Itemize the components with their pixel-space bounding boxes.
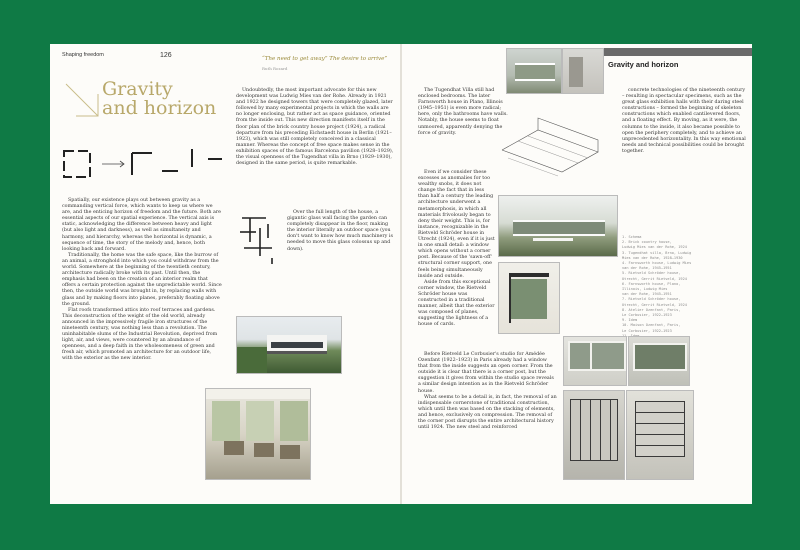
running-head: Shaping freedom <box>62 52 104 58</box>
tugendhat-villa-photo <box>236 316 342 374</box>
axonometric-sketch <box>498 110 602 180</box>
left-column-2b-text <box>287 210 397 300</box>
paragraph: Flat roofs transformed attics into roof terraces and gardens. This deconstruction of the weight of the old world, already announced in the impressively fragile iron structures of the nineteenth century, was nothing less than a revolution. The uninhabitable slums of the Industrial Revolution, deprived from light, air, and views, were countered by an abundance of openness, and a deep faith in the wholesomeness of green and fresh air, which promoted an architecture for an outdoor life, with the exterior as the new interior. <box>62 307 218 362</box>
title-arrow-icon <box>62 80 102 120</box>
caption-line: 7. Rietveld Schröder house, <box>622 297 681 302</box>
ozenfant-studio-photo <box>563 336 627 386</box>
paragraph: Even if we consider these excesses as anomalies for too wealthy snobs, it does not change the fact that in less than half a century the leading architecture underwent a metamorphosis, in which all materials frivolously began to deny their weight. This is, for instance, recognizable in the Rietveld Schröder house in Utrecht (1924), even if it is just in one small detail: a window which opens without a corner post. Because of the 'sawn-off' structural corner support, one feels being simultaneously inside and outside. <box>418 170 495 279</box>
caption-line: Illinois, Ludwig Mies <box>622 287 668 292</box>
right-column-2-text <box>622 88 748 228</box>
caption-line: 9. Idem <box>622 318 638 323</box>
caption-line: 6. Farnsworth house, Plano, <box>622 281 681 286</box>
paragraph: What seems to be a detail is, in fact, the removal of an indispensable cornerstone of traditional construction, which until then was based on the stacking of elements, and hence, exclusively on compression. The removal of the corner post disrupts the entire architectural history until 1924. The new steel and reinforced <box>418 394 557 431</box>
caption-line: 1. Schema <box>622 235 642 239</box>
caption-line: van der Rohe, 1945–1951 <box>622 292 672 297</box>
caption-line: Utrecht, Gerrit Rietveld, 1924 <box>622 276 687 281</box>
title-line-2: and horizon <box>102 97 217 119</box>
caption-line: 2. Brick country house, <box>622 240 672 245</box>
caption-line: Ludwig Mies van der Rohe, 1924 <box>622 245 687 250</box>
left-column-2-text <box>236 88 396 208</box>
caption-line: 4. Farnsworth house, Ludwig Mies <box>622 261 692 266</box>
floor-plan-sketch <box>236 212 282 267</box>
rietveld-corner-window-photo <box>498 262 560 334</box>
paragraph: Spatially, our existence plays out between gravity as a commanding vertical force, which wants to keep us where we are, and the enticing horizon of freedom and the future. Both are essential aspects of our spatial experience. The vertical axis is static, acknowledging the difference between heavy and light (but also light and darkness), as well as simultaneity and harmony, and hierarchy, whereas the horizontal is dynamic, a sequence of time, the story of the melody and, hence, both looking back and forward. <box>62 198 221 252</box>
paragraph: Traditionally, the home was the safe space, like the burrow of an animal, a stronghold into which you could withdraw from the world. Somewhere at the beginning of the twentieth century, architecture radically broke with its past. Until then, the emphasis had been on the creation of an interior realm that offers a certain protection against the unpredictable world. Since then, the outside world was brought in, by replacing walls with glass and by making floors into planes, preferably floating above the ground. <box>62 252 222 307</box>
right-column-1-lower <box>418 352 558 482</box>
paragraph: Undoubtedly, the most important advocate for this new development was Ludwig Mies van der Rohe. Already in 1921 and 1922 he designed towers that were completely glazed, later followed by many experimental projects in which the walls are no longer enclosing, but rather act as space guidance, oriented from the inside out. This new direction manifests itself in the floor plan of the brick country house project (1924), a radical departure from his preceding Eichstaedt house in Berlin (1921–1923), which was still completely conceived in a classical manner. Whereas the concept of free space makes sense in the exhibition spaces of the famous Barcelona pavilion (1928–1929), the visual openness of the Tugendhat villa in Brno (1929–1930), designed in the same period, is quite remarkable. <box>236 88 394 167</box>
caption-line: 3. Tugendhat villa, Brno, Ludwig <box>622 250 692 255</box>
maison-ozenfant-interior-photo <box>626 390 694 480</box>
caption-line: Le Corbusier, 1922–1923 <box>622 328 672 333</box>
caption-line: van der Rohe, 1945–1951 <box>622 266 672 271</box>
page-number: 126 <box>160 52 172 59</box>
title-line-1: Gravity <box>102 78 173 100</box>
caption-line: Le Corbusier, 1922–1923 <box>622 313 672 318</box>
page-title <box>102 80 216 118</box>
ozenfant-window-photo <box>628 336 690 386</box>
interior-detail-photo <box>562 48 604 94</box>
paragraph: The Tugendhat Villa still had enclosed bedrooms. The later Farnsworth house in Plano, Illinois (1945–1951) is even more radical; here, only the bathrooms have walls. Notably, the house seems to float unmoored, apparently denying the force of gravity. <box>418 88 508 136</box>
caption-line: 8. Atelier Ozenfant, Paris, <box>622 307 681 312</box>
maison-ozenfant-photo <box>563 390 625 480</box>
right-column-1-intro <box>418 88 510 168</box>
epigraph-quote: “The need to get away” The desire to arrive” <box>262 56 388 62</box>
epigraph-attribution: Ruth Rozard <box>262 66 288 71</box>
left-column-1-text <box>62 198 222 468</box>
paragraph: concrete technologies of the nineteenth century – resulting in spectacular specimens, such as the great glass exhibition halls with their daring steel constructions – formed the beginning of skeleton constructions which enabled cantilevered floors, and a floating effect. By moving, as it were, the columns to the inside, it also became possible to open the periphery completely, and to achieve an unprecedented horizontality. In this way emotional needs and technical possibilities could be brought together. <box>622 88 746 154</box>
farnsworth-interior-photo <box>205 388 311 480</box>
caption-line: Utrecht, Gerrit Rietveld, 1924 <box>622 302 687 307</box>
caption-line: 5. Rietveld Schröder house, <box>622 271 681 276</box>
section-heading: Gravity and horizon <box>608 60 679 69</box>
paragraph: Over the full length of the house, a gigantic glass wall facing the garden can completely disappear in the floor, making the interior literally an outdoor space (you don't want to know how much machinery is needed to move this glass colossus up and down). <box>287 210 393 252</box>
figure-captions <box>622 235 742 339</box>
farnsworth-exterior-photo <box>506 48 562 94</box>
paragraph: Before Rietveld Le Corbusier's studio for Amédée Ozenfant (1922–1923) in Paris already had a window that from the inside suggests an open corner. From the outside it is clear that there is a corner post, but the suggestion it gives from within the studio space reveals a similar design intention as in the Rietveld Schröder house. <box>418 352 554 394</box>
section-header-bar <box>604 48 752 56</box>
farnsworth-house-photo <box>498 195 618 257</box>
caption-line: Mies van der Rohe, 1928–1930 <box>622 255 683 260</box>
paragraph: Aside from this exceptional corner window, the Rietveld Schröder house was constructed in a traditional manner, albeit that the exterior was composed of planes, suggesting the lightness of a house of cards. <box>418 279 495 328</box>
right-column-1-middle <box>418 170 496 350</box>
schema-diagram <box>62 145 232 190</box>
caption-line: 10. Maison Ozenfant, Paris, <box>622 323 681 328</box>
